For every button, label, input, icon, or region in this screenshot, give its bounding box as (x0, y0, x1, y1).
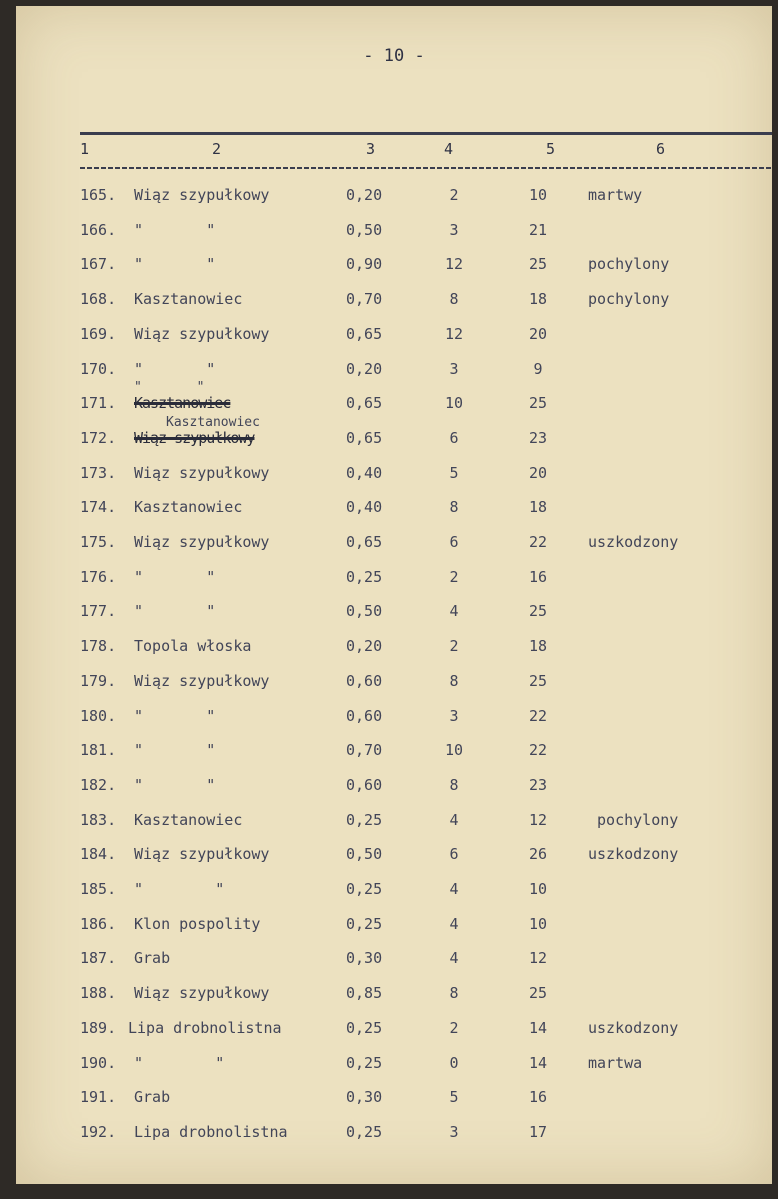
value-column-4: 2 (449, 637, 459, 656)
value-column-5: 22 (528, 533, 548, 551)
value-column-3: 0,70 (346, 290, 383, 309)
row-number: 167. (80, 255, 117, 274)
row-number: 173. (80, 463, 117, 482)
species-name: Wiąz szypułkowy (134, 324, 270, 343)
species-name: " " (134, 1053, 225, 1072)
row-number: 182. (80, 775, 117, 794)
value-column-4: 4 (449, 602, 459, 621)
value-column-4: 8 (449, 775, 459, 794)
row-number: 180. (80, 706, 117, 725)
table-row (16, 602, 772, 632)
row-number: 190. (80, 1053, 117, 1072)
species-name: " " (134, 706, 216, 725)
row-number: 183. (80, 810, 117, 829)
table-row (16, 533, 772, 563)
table-row (16, 984, 772, 1014)
value-column-3: 0,65 (346, 324, 383, 343)
table-row (16, 255, 772, 285)
row-number: 179. (80, 671, 117, 690)
value-column-5: 10 (528, 914, 548, 933)
species-name: Kasztanowiec (134, 498, 243, 517)
species-name: " " (134, 775, 216, 794)
table-row (16, 498, 772, 528)
value-column-4: 3 (449, 359, 459, 378)
species-name: Lipa drobnolistna (134, 1122, 288, 1141)
table-row (16, 672, 772, 702)
species-name: " " (134, 359, 216, 378)
species-name: Kasztanowiec (134, 810, 243, 829)
species-name: Wiąz szypułkowy (134, 463, 270, 482)
column-header-2: 2 (212, 140, 222, 158)
value-column-3: 0,65 (346, 394, 383, 413)
table-row (16, 186, 772, 216)
table-row (16, 707, 772, 737)
row-number: 174. (80, 498, 117, 517)
species-name: Kasztanowiec (134, 290, 243, 309)
value-column-5: 23 (528, 775, 548, 794)
table-row (16, 464, 772, 494)
row-number: 168. (80, 290, 117, 309)
value-column-4: 6 (449, 533, 459, 551)
value-column-4: 6 (449, 845, 459, 864)
value-column-3: 0,50 (346, 602, 383, 621)
value-column-3: 0,20 (346, 186, 383, 204)
document-page (16, 6, 772, 1184)
species-name: Wiąz szypułkowy (134, 186, 270, 204)
value-column-3: 0,40 (346, 498, 383, 517)
row-number: 172. (80, 428, 117, 447)
remark: uszkodzony (588, 845, 679, 864)
value-column-4: 4 (449, 880, 459, 898)
value-column-4: 4 (449, 949, 459, 968)
species-name: Wiąz szypułkowy (134, 671, 270, 690)
table-row (16, 360, 772, 390)
value-column-5: 25 (528, 984, 548, 1003)
species-name: Klon pospolity (134, 914, 261, 933)
value-column-4: 4 (449, 810, 459, 829)
table-row (16, 414, 772, 459)
value-column-5: 12 (528, 949, 548, 968)
value-column-4: 12 (444, 255, 464, 274)
value-column-4: 2 (449, 186, 459, 204)
value-column-5: 20 (528, 324, 548, 343)
value-column-4: 5 (449, 463, 459, 482)
table-row (16, 325, 772, 355)
row-number: 170. (80, 359, 117, 378)
column-header-6: 6 (656, 140, 666, 158)
handwritten-correction: Kasztanowiec (166, 414, 260, 430)
value-column-5: 25 (528, 602, 548, 621)
value-column-4: 2 (449, 567, 459, 586)
value-column-4: 5 (449, 1088, 459, 1107)
row-number: 169. (80, 324, 117, 343)
value-column-3: 0,25 (346, 567, 383, 586)
value-column-5: 10 (528, 186, 548, 204)
value-column-4: 12 (444, 324, 464, 343)
value-column-3: 0,30 (346, 949, 383, 968)
value-column-5: 25 (528, 671, 548, 690)
value-column-3: 0,30 (346, 1088, 383, 1107)
row-number: 175. (80, 533, 117, 551)
value-column-4: 8 (449, 671, 459, 690)
row-number: 189. (80, 1018, 117, 1037)
value-column-5: 9 (533, 359, 543, 378)
value-column-3: 0,25 (346, 880, 383, 898)
value-column-3: 0,65 (346, 533, 383, 551)
value-column-5: 21 (528, 220, 548, 239)
species-name: Wiąz szypułkowy (134, 845, 270, 864)
value-column-4: 3 (449, 1122, 459, 1141)
row-number: 186. (80, 914, 117, 933)
value-column-4: 8 (449, 290, 459, 309)
value-column-5: 17 (528, 1122, 548, 1141)
value-column-5: 18 (528, 290, 548, 309)
row-number: 177. (80, 602, 117, 621)
row-number: 181. (80, 741, 117, 760)
page-number: - 10 - (363, 46, 425, 66)
table-row (16, 915, 772, 945)
column-header-4: 4 (444, 140, 454, 158)
value-column-5: 26 (528, 845, 548, 864)
value-column-4: 10 (444, 394, 464, 413)
value-column-3: 0,60 (346, 671, 383, 690)
value-column-3: 0,25 (346, 1053, 383, 1072)
species-name: " " (134, 741, 216, 760)
value-column-5: 10 (528, 880, 548, 898)
remark: pochylony (588, 810, 679, 829)
value-column-3: 0,85 (346, 984, 383, 1003)
row-number: 171. (80, 394, 117, 413)
value-column-3: 0,25 (346, 1122, 383, 1141)
remark: pochylony (588, 255, 670, 274)
species-name: Kasztanowiec (134, 394, 231, 413)
value-column-3: 0,60 (346, 775, 383, 794)
species-name: Grab (134, 1088, 171, 1107)
value-column-5: 14 (528, 1018, 548, 1037)
table-row (16, 221, 772, 251)
value-column-4: 10 (444, 741, 464, 760)
value-column-4: 4 (449, 914, 459, 933)
table-row (16, 880, 772, 910)
row-number: 165. (80, 186, 117, 204)
species-name: Topola włoska (134, 637, 252, 656)
table-row (16, 1088, 772, 1118)
header-top-rule (80, 132, 772, 135)
species-name: " " (134, 220, 216, 239)
value-column-3: 0,25 (346, 914, 383, 933)
value-column-5: 25 (528, 255, 548, 274)
table-row (16, 568, 772, 598)
table-row (16, 741, 772, 771)
remark: martwy (588, 186, 643, 204)
value-column-3: 0,20 (346, 637, 383, 656)
header-bottom-rule (80, 167, 772, 169)
value-column-5: 16 (528, 567, 548, 586)
table-row (16, 1019, 772, 1049)
value-column-5: 22 (528, 706, 548, 725)
value-column-5: 22 (528, 741, 548, 760)
species-name: " " (134, 567, 216, 586)
table-row (16, 1123, 772, 1153)
value-column-3: 0,50 (346, 220, 383, 239)
row-number: 192. (80, 1122, 117, 1141)
value-column-3: 0,90 (346, 255, 383, 274)
value-column-3: 0,70 (346, 741, 383, 760)
value-column-3: 0,50 (346, 845, 383, 864)
row-number: 178. (80, 637, 117, 656)
value-column-4: 3 (449, 706, 459, 725)
species-name: Grab (134, 949, 171, 968)
column-header-5: 5 (546, 140, 556, 158)
value-column-3: 0,40 (346, 463, 383, 482)
value-column-5: 14 (528, 1053, 548, 1072)
value-column-3: 0,25 (346, 810, 383, 829)
row-number: 185. (80, 880, 117, 898)
table-row (16, 380, 772, 424)
row-number: 176. (80, 567, 117, 586)
remark: martwa (588, 1053, 643, 1072)
row-number: 191. (80, 1088, 117, 1107)
table-row (16, 1054, 772, 1084)
value-column-4: 3 (449, 220, 459, 239)
row-number: 188. (80, 984, 117, 1003)
species-name: Wiąz szypułkowy (134, 533, 270, 551)
row-number: 166. (80, 220, 117, 239)
species-name: Lipa drobnolistna (128, 1018, 282, 1037)
column-header-3: 3 (366, 140, 376, 158)
value-column-3: 0,25 (346, 1018, 383, 1037)
value-column-5: 12 (528, 810, 548, 829)
value-column-4: 2 (449, 1018, 459, 1037)
table-row (16, 845, 772, 875)
row-number: 184. (80, 845, 117, 864)
remark: pochylony (588, 290, 670, 309)
table-row (16, 776, 772, 806)
table-row (16, 811, 772, 841)
species-name: Wiąz szypułkowy (134, 428, 255, 447)
species-name: " " (134, 602, 216, 621)
value-column-5: 20 (528, 463, 548, 482)
value-column-4: 8 (449, 498, 459, 517)
value-column-5: 23 (528, 428, 548, 447)
value-column-5: 25 (528, 394, 548, 413)
species-name: " " (134, 880, 225, 898)
value-column-4: 0 (449, 1053, 459, 1072)
value-column-5: 18 (528, 498, 548, 517)
value-column-3: 0,60 (346, 706, 383, 725)
species-name: " " (134, 255, 216, 274)
remark: uszkodzony (588, 1018, 679, 1037)
handwritten-correction: " " (134, 380, 205, 396)
value-column-5: 18 (528, 637, 548, 656)
column-header-1: 1 (80, 140, 90, 158)
value-column-3: 0,20 (346, 359, 383, 378)
table-row (16, 637, 772, 667)
remark: uszkodzony (588, 533, 679, 551)
value-column-3: 0,65 (346, 428, 383, 447)
row-number: 187. (80, 949, 117, 968)
value-column-5: 16 (528, 1088, 548, 1107)
value-column-4: 6 (449, 428, 459, 447)
table-row (16, 290, 772, 320)
species-name: Wiąz szypułkowy (134, 984, 270, 1003)
table-row (16, 949, 772, 979)
value-column-4: 8 (449, 984, 459, 1003)
